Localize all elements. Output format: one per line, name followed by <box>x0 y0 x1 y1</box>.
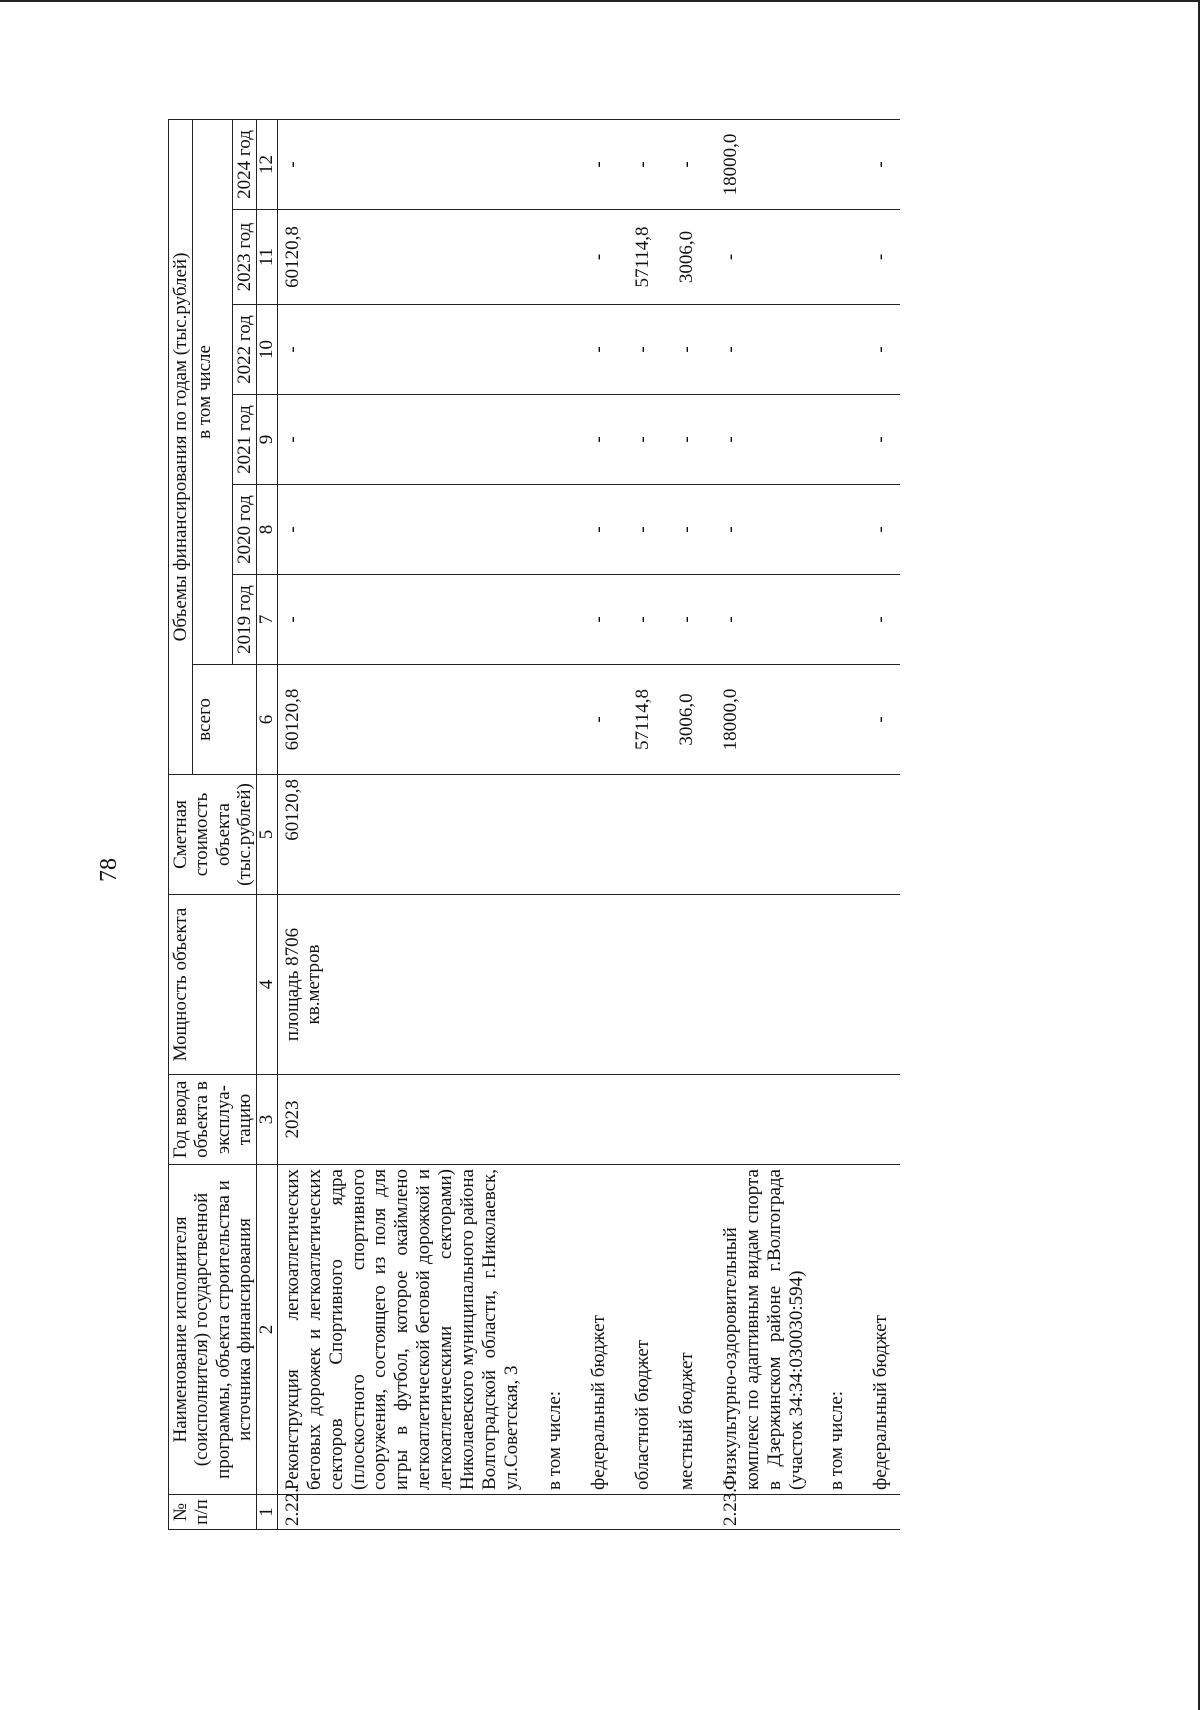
row-index <box>618 1495 662 1530</box>
row-cost <box>856 775 900 895</box>
column-number: 1 <box>257 1495 278 1530</box>
row-year <box>526 1075 574 1165</box>
header-financing-group: Объемы финансирования по годам (тыс.рублей) <box>169 119 193 774</box>
row-2023: - <box>856 210 900 305</box>
row-total: 57114,8 <box>618 665 662 775</box>
row-name: федеральный бюджет <box>574 1165 618 1495</box>
row-year <box>618 1075 662 1165</box>
row-2019: - <box>574 575 618 665</box>
row-2019: - <box>856 575 900 665</box>
column-number: 4 <box>257 895 278 1075</box>
table-row <box>812 119 856 1529</box>
header-year-2019: 2019 год <box>232 575 256 665</box>
row-2023 <box>812 210 856 305</box>
row-2021: - <box>618 395 662 485</box>
row-2021: - <box>574 395 618 485</box>
table-row <box>574 119 618 1529</box>
row-2021 <box>526 395 574 485</box>
row-2021: - <box>278 395 527 485</box>
header-year-2023: 2023 год <box>232 210 256 305</box>
row-2021: - <box>662 395 706 485</box>
row-name: местный бюджет <box>662 1165 706 1495</box>
row-2023: 60120,8 <box>278 210 527 305</box>
row-2020: - <box>856 485 900 575</box>
row-2020: - <box>706 485 811 575</box>
row-index: 2.22. <box>278 1495 527 1530</box>
page-number: 78 <box>96 858 122 882</box>
row-capacity <box>618 895 662 1075</box>
row-2021: - <box>856 395 900 485</box>
table-row <box>856 119 900 1529</box>
row-2020: - <box>618 485 662 575</box>
row-2023: 57114,8 <box>618 210 662 305</box>
row-2022: - <box>574 305 618 395</box>
row-name: областной бюджет <box>618 1165 662 1495</box>
row-capacity: площадь 8706 кв.метров <box>278 895 527 1075</box>
row-2024: 18000,0 <box>706 119 811 209</box>
row-2022: - <box>662 305 706 395</box>
row-year <box>812 1075 856 1165</box>
row-capacity <box>662 895 706 1075</box>
financing-table <box>168 119 900 1530</box>
row-2022 <box>526 305 574 395</box>
row-year <box>856 1075 900 1165</box>
column-number: 7 <box>257 575 278 665</box>
row-index <box>856 1495 900 1530</box>
row-year <box>574 1075 618 1165</box>
column-number: 5 <box>257 775 278 895</box>
row-total: 3006,0 <box>662 665 706 775</box>
column-number: 8 <box>257 485 278 575</box>
row-cost <box>706 775 811 895</box>
row-name: в том числе: <box>526 1165 574 1495</box>
row-2022: - <box>618 305 662 395</box>
row-year: 2023 <box>278 1075 527 1165</box>
row-cost: 60120,8 <box>278 775 527 895</box>
row-capacity <box>574 895 618 1075</box>
header-year: Год ввода объекта в эксплуа-тацию <box>169 1075 257 1165</box>
column-number: 9 <box>257 395 278 485</box>
row-name: федеральный бюджет <box>856 1165 900 1495</box>
row-2021 <box>812 395 856 485</box>
row-index: 2.23. <box>706 1495 811 1530</box>
row-index <box>526 1495 574 1530</box>
table-row <box>526 119 574 1529</box>
row-index <box>662 1495 706 1530</box>
row-2022: - <box>856 305 900 395</box>
row-total: 60120,8 <box>278 665 527 775</box>
row-2019 <box>812 575 856 665</box>
row-year <box>706 1075 811 1165</box>
row-2024: - <box>574 119 618 209</box>
table-row <box>662 119 706 1529</box>
row-name: Физкультурно-оздоровительный комплекс по адаптивным видам спорта в Дзержинском районе г.Волгограда (участок 34:34:030030:594) <box>706 1165 811 1495</box>
table-row <box>618 119 662 1529</box>
row-2019: - <box>662 575 706 665</box>
row-2024: - <box>278 119 527 209</box>
row-year <box>662 1075 706 1165</box>
row-cost <box>574 775 618 895</box>
row-2024: - <box>618 119 662 209</box>
row-2023: - <box>706 210 811 305</box>
header-capacity: Мощность объекта <box>169 895 257 1075</box>
row-cost <box>526 775 574 895</box>
row-capacity <box>812 895 856 1075</box>
row-cost <box>812 775 856 895</box>
header-including: в том числе <box>193 119 233 664</box>
row-total: 18000,0 <box>706 665 811 775</box>
header-total: всего <box>193 665 257 775</box>
row-2024 <box>812 119 856 209</box>
row-2020 <box>812 485 856 575</box>
row-2024: - <box>856 119 900 209</box>
row-2022: - <box>706 305 811 395</box>
row-2022: - <box>278 305 527 395</box>
row-total <box>526 665 574 775</box>
row-total: - <box>574 665 618 775</box>
header-year-2022: 2022 год <box>232 305 256 395</box>
row-2023 <box>526 210 574 305</box>
row-name: Реконструкция легкоатлетических беговых дорожек и легкоатлетических секторов Спортивного ядра (плоскостного спортивного сооружения, состоящего из поля для игры в футбол, которое окаймлено легкоатлетической беговой дорожкой и легкоатлетическими секторами) Николаевского муниципального района Волгоградской области, г.Николаевск, ул.Советская, 3 <box>278 1165 527 1495</box>
column-number: 3 <box>257 1075 278 1165</box>
column-number: 12 <box>257 119 278 209</box>
column-number: 2 <box>257 1165 278 1495</box>
table-row <box>706 119 811 1529</box>
row-capacity <box>706 895 811 1075</box>
header-year-2024: 2024 год <box>232 119 256 209</box>
row-2019: - <box>706 575 811 665</box>
row-2023: 3006,0 <box>662 210 706 305</box>
header-index: № п/п <box>169 1495 257 1530</box>
row-2024 <box>526 119 574 209</box>
row-2020: - <box>662 485 706 575</box>
row-cost <box>618 775 662 895</box>
row-index <box>574 1495 618 1530</box>
row-index <box>812 1495 856 1530</box>
row-2023: - <box>574 210 618 305</box>
row-2024: - <box>662 119 706 209</box>
row-2019: - <box>618 575 662 665</box>
header-year-2021: 2021 год <box>232 395 256 485</box>
row-capacity <box>526 895 574 1075</box>
row-2021: - <box>706 395 811 485</box>
row-cost <box>662 775 706 895</box>
header-name: Наименование исполнителя (соисполнителя) государственной программы, объекта строительства и источника финансирования <box>169 1165 257 1495</box>
row-total <box>812 665 856 775</box>
row-2019 <box>526 575 574 665</box>
row-2020 <box>526 485 574 575</box>
row-2020: - <box>278 485 527 575</box>
column-number: 6 <box>257 665 278 775</box>
row-2019: - <box>278 575 527 665</box>
rotated-page <box>0 60 1150 1680</box>
row-2022 <box>812 305 856 395</box>
header-year-2020: 2020 год <box>232 485 256 575</box>
column-number: 11 <box>257 210 278 305</box>
header-cost: Сметная стоимость объекта (тыс.рублей) <box>169 775 257 895</box>
row-2020: - <box>574 485 618 575</box>
row-capacity <box>856 895 900 1075</box>
row-name: в том числе: <box>812 1165 856 1495</box>
row-total: - <box>856 665 900 775</box>
column-number: 10 <box>257 305 278 395</box>
table-row <box>278 119 527 1529</box>
